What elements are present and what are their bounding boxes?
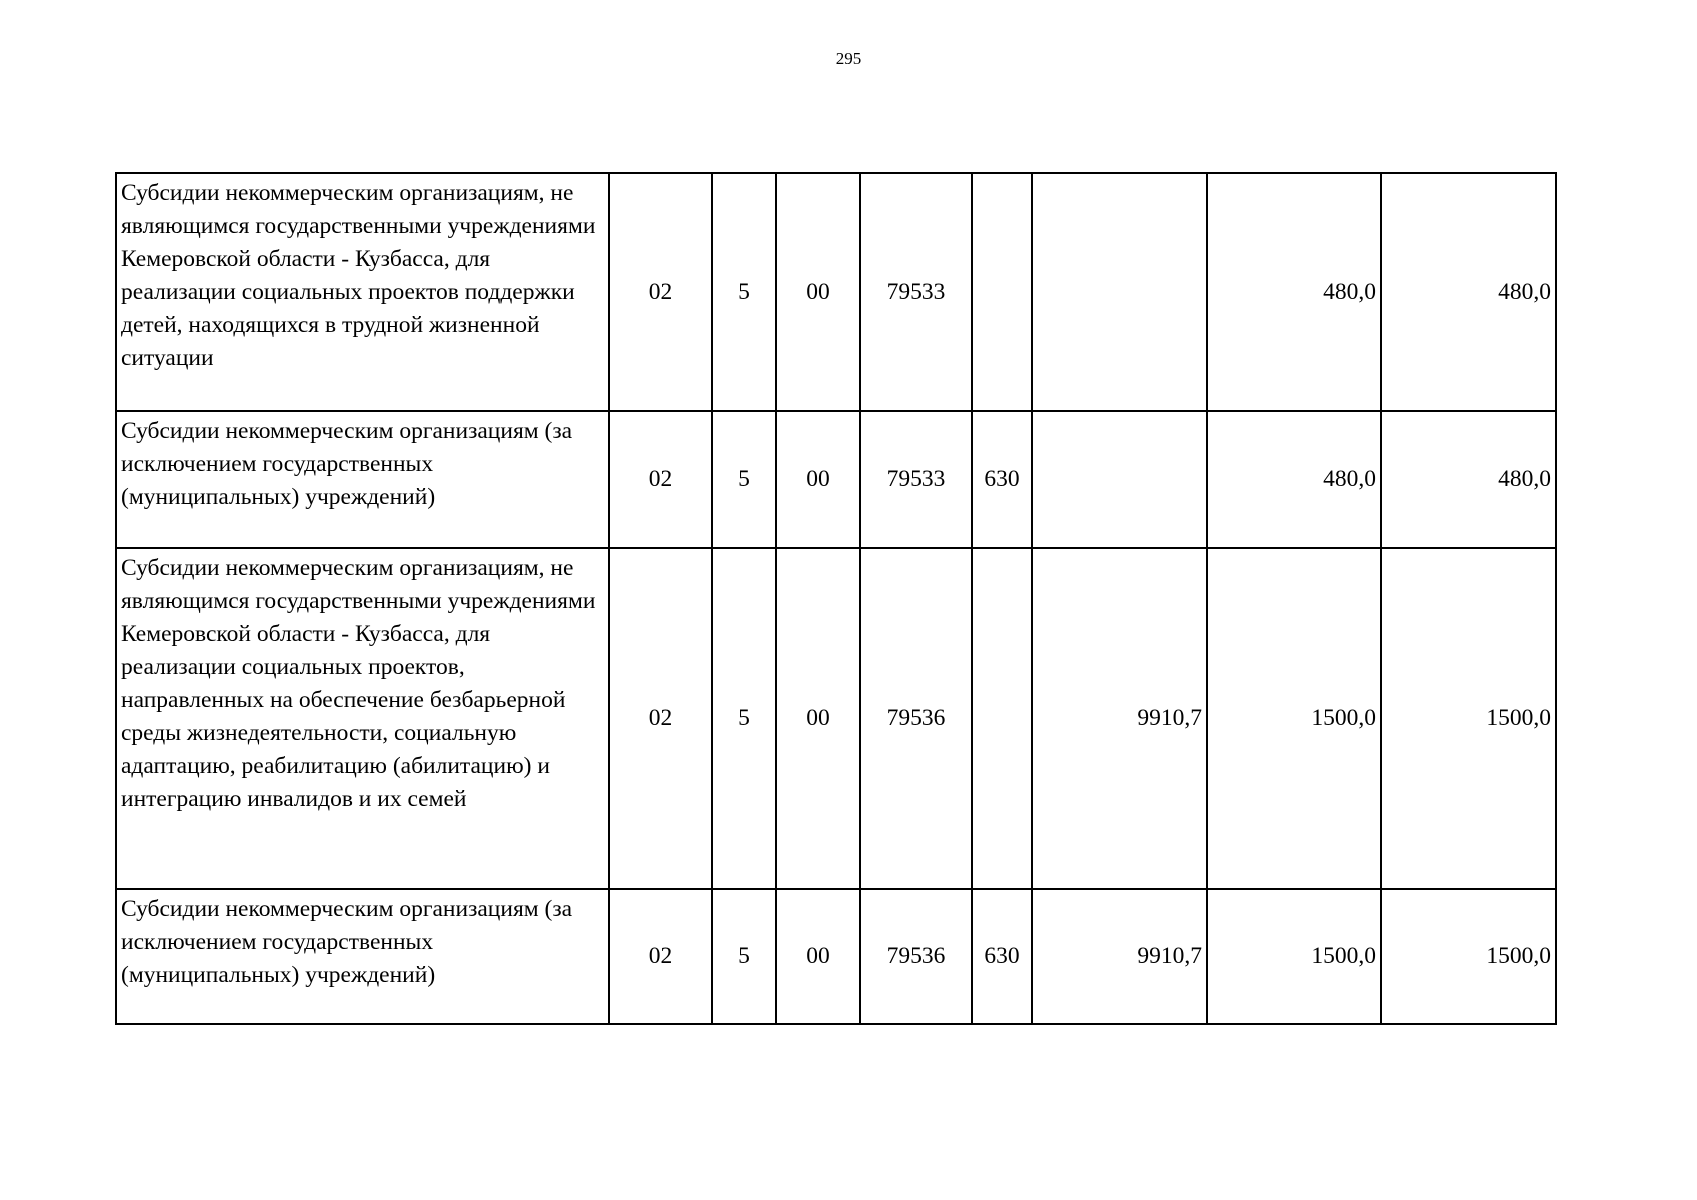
direction-code: 79536 <box>860 889 972 1024</box>
direction-code: 79533 <box>860 411 972 548</box>
amount-1 <box>1032 173 1207 411</box>
row-description: Субсидии некоммерческим организациям (за исключением государственных (муниципальных) учреждений) <box>116 889 609 1024</box>
subprogram-code: 00 <box>776 889 860 1024</box>
expense-type-code <box>972 173 1032 411</box>
page-number: 295 <box>835 49 862 68</box>
program-code: 5 <box>712 889 776 1024</box>
table-row <box>116 889 1556 1024</box>
program-code: 5 <box>712 173 776 411</box>
section-code: 02 <box>609 889 712 1024</box>
amount-1: 9910,7 <box>1032 889 1207 1024</box>
amount-2: 1500,0 <box>1207 889 1381 1024</box>
section-code: 02 <box>609 173 712 411</box>
section-code: 02 <box>609 548 712 889</box>
amount-2: 480,0 <box>1207 411 1381 548</box>
direction-code: 79536 <box>860 548 972 889</box>
expense-type-code <box>972 548 1032 889</box>
program-code: 5 <box>712 411 776 548</box>
subprogram-code: 00 <box>776 411 860 548</box>
program-code: 5 <box>712 548 776 889</box>
amount-3: 1500,0 <box>1381 548 1556 889</box>
expense-type-code: 630 <box>972 411 1032 548</box>
expense-type-code: 630 <box>972 889 1032 1024</box>
row-description: Субсидии некоммерческим организациям (за исключением государственных (муниципальных) учреждений) <box>116 411 609 548</box>
row-description: Субсидии некоммерческим организациям, не являющимся государственными учреждениями Кемеровской области - Кузбасса, для реализации социальных проектов поддержки детей, находящихся в трудной жизненной ситуации <box>116 173 609 411</box>
amount-1 <box>1032 411 1207 548</box>
amount-3: 480,0 <box>1381 173 1556 411</box>
amount-2: 1500,0 <box>1207 548 1381 889</box>
subprogram-code: 00 <box>776 173 860 411</box>
table-row <box>116 548 1556 889</box>
table-row <box>116 411 1556 548</box>
amount-3: 1500,0 <box>1381 889 1556 1024</box>
direction-code: 79533 <box>860 173 972 411</box>
row-description: Субсидии некоммерческим организациям, не являющимся государственными учреждениями Кемеровской области - Кузбасса, для реализации социальных проектов, направленных на обеспечение безбарьерной среды жизнедеятельности, социальную адаптацию, реабилитацию (абилитацию) и интеграцию инвалидов и их семей <box>116 548 609 889</box>
section-code: 02 <box>609 411 712 548</box>
subprogram-code: 00 <box>776 548 860 889</box>
table-row <box>116 173 1556 411</box>
amount-3: 480,0 <box>1381 411 1556 548</box>
budget-table <box>115 172 1557 1025</box>
amount-2: 480,0 <box>1207 173 1381 411</box>
amount-1: 9910,7 <box>1032 548 1207 889</box>
